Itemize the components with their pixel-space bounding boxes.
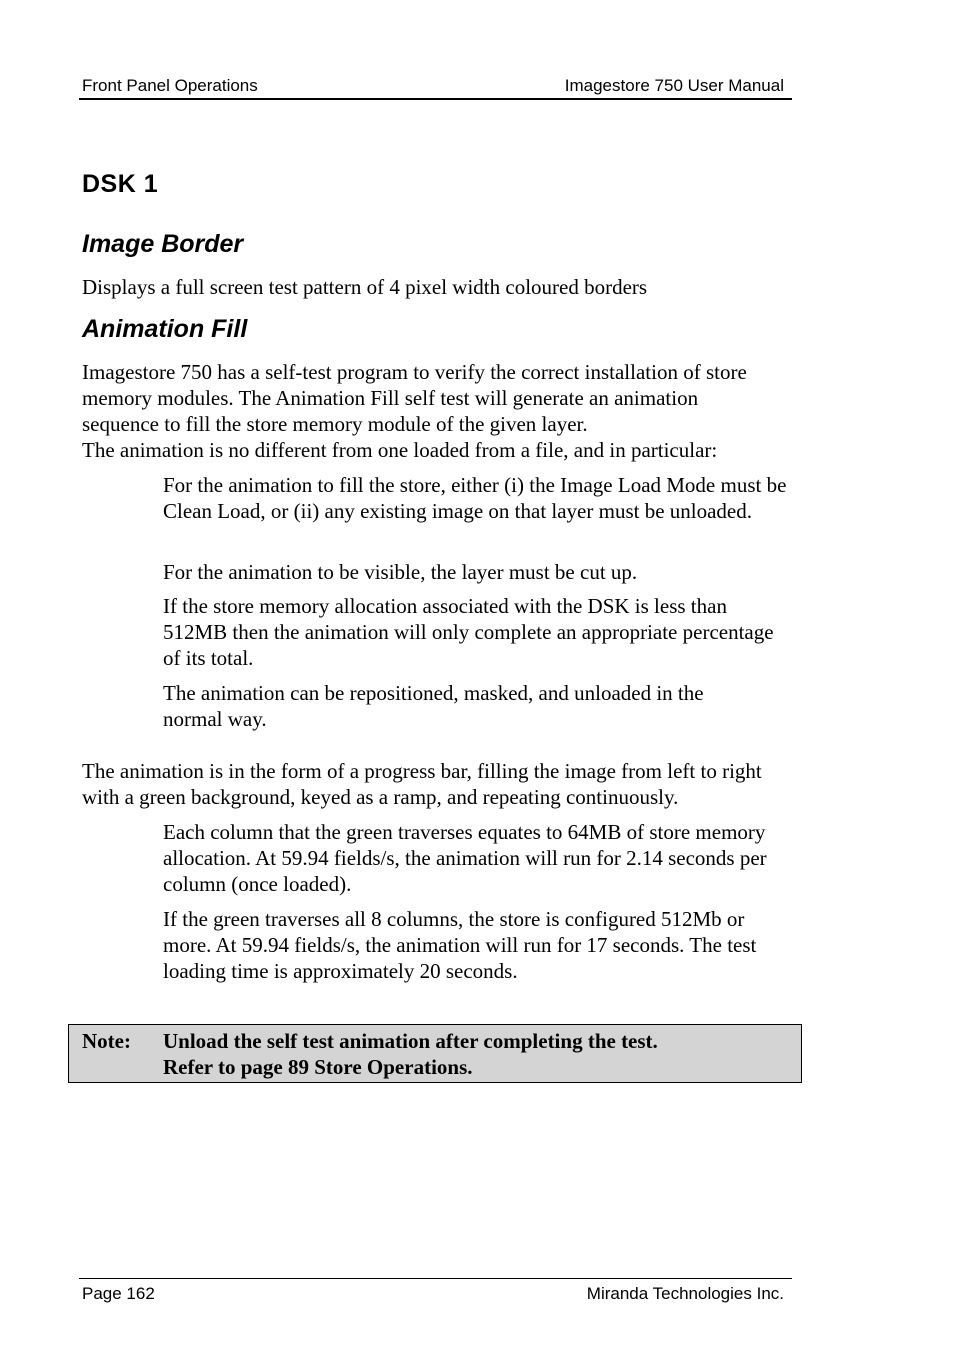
animation-point-2: For the animation to be visible, the layer must be cut up.: [163, 560, 638, 584]
animation-point-1: For the animation to fill the store, either (i) the Image Load Mode must be Clean Load, or (ii) any existing image on that layer must be unloaded.: [163, 473, 787, 523]
image-border-text: Displays a full screen test pattern of 4 pixel width coloured borders: [82, 275, 648, 299]
header-manual-title: Imagestore 750 User Manual: [564, 76, 784, 95]
note-text: [163, 1028, 658, 1080]
section-title: DSK 1: [82, 170, 159, 198]
note-label: Note:: [82, 1029, 131, 1053]
page-header: [79, 76, 792, 100]
footer-page-number: Page 162: [82, 1284, 155, 1303]
progress-bar-text: The animation is in the form of a progress bar, filling the image from left to right with a green background, keyed as a ramp, and repeating continuously.: [82, 759, 762, 809]
note-box: [68, 1024, 802, 1083]
animation-fill-heading: Animation Fill: [82, 315, 248, 343]
header-section-title: Front Panel Operations: [82, 76, 258, 95]
image-border-heading: Image Border: [82, 230, 244, 258]
progress-point-1: Each column that the green traverses equates to 64MB of store memory allocation. At 59.94 fields/s, the animation will run for 2.14 seconds per column (once loaded).: [163, 820, 767, 896]
note-line-2: Refer to page 89 Store Operations.: [163, 1055, 473, 1079]
page-footer: [79, 1278, 792, 1305]
progress-point-2: If the green traverses all 8 columns, the store is configured 512Mb or more. At 59.94 fields/s, the animation will run for 17 seconds. The test loading time is approximately 20 seconds.: [163, 907, 757, 983]
note-line-1: Unload the self test animation after completing the test.: [163, 1029, 658, 1053]
animation-fill-intro: Imagestore 750 has a self-test program to verify the correct installation of store memory modules. The Animation Fill self test will generate an animation sequence to fill the store memory module of the given layer.: [82, 360, 747, 436]
footer-company: Miranda Technologies Inc.: [586, 1284, 784, 1303]
animation-point-3: If the store memory allocation associated with the DSK is less than 512MB then the animation will only complete an appropriate percentage of its total.: [163, 594, 774, 670]
animation-fill-intro-line2: The animation is no different from one loaded from a file, and in particular:: [82, 438, 718, 462]
animation-point-4: The animation can be repositioned, masked, and unloaded in the normal way.: [163, 681, 704, 731]
